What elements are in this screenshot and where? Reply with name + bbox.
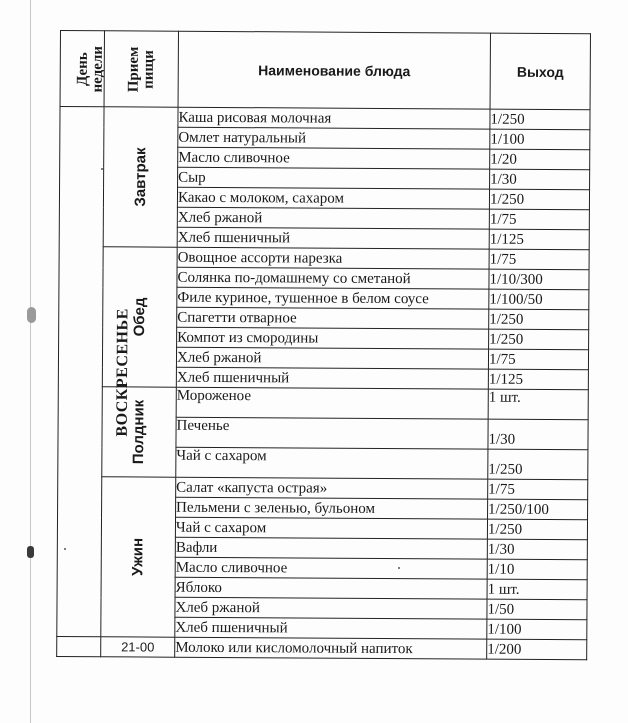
dish-output: 1/75	[489, 249, 589, 270]
dish-name: Чай с сахаром	[175, 517, 487, 539]
dish-output: 1/200	[487, 639, 587, 660]
dish-output: 1/250	[489, 329, 589, 350]
dish-output: 1/30	[490, 169, 590, 190]
meal-name: Ужин	[129, 537, 147, 576]
table-row	[58, 476, 588, 499]
dish-output: 1/75	[488, 349, 588, 370]
late-snack-time: 21-00	[101, 637, 175, 657]
day-name: ВОСКРЕСЕНЬЕ	[113, 307, 132, 437]
dish-name: Хлеб ржаной	[177, 207, 489, 229]
dish-output: 1/50	[487, 599, 587, 620]
dish-output: 1/20	[490, 149, 590, 170]
dish-output: 1/250	[487, 519, 587, 540]
dish-output: 1/250/100	[488, 499, 588, 520]
dish-name: Печенье	[176, 417, 488, 449]
blank-day-cell	[57, 636, 101, 656]
dish-name: Пельмени с зеленью, бульоном	[176, 497, 488, 519]
header-day-cell	[60, 31, 104, 107]
binding-mark	[27, 546, 34, 558]
menu-document	[56, 30, 590, 698]
dish-output: 1/100/50	[489, 289, 589, 310]
dish-name: Масло сливочное	[178, 147, 490, 169]
header-output: Выход	[490, 33, 590, 110]
dish-name: Мороженое	[176, 387, 488, 419]
dish-output: 1/250	[489, 309, 589, 330]
dish-name: Вафли	[175, 537, 487, 559]
meal-name: Обед	[131, 297, 149, 336]
header-dish: Наименование блюда	[178, 31, 490, 109]
dish-output: 1 шт.	[487, 579, 587, 600]
dish-output: 1/30	[487, 539, 587, 560]
dish-output: 1/10/300	[489, 269, 589, 290]
dish-name: Омлет натуральный	[178, 127, 490, 149]
dish-name: Хлеб пшеничный	[176, 367, 488, 389]
dish-output: 1/75	[488, 479, 588, 500]
dish-name: Овощное ассорти нарезка	[177, 247, 489, 269]
header-meal: Прием пищи	[125, 46, 157, 92]
menu-table	[56, 30, 591, 660]
dish-output: 1/75	[489, 209, 589, 230]
late-snack-row	[57, 636, 587, 659]
page-edge-line	[30, 0, 31, 723]
dish-name: Молоко или кисломолочный напиток	[175, 637, 487, 659]
table-header-row	[60, 31, 590, 110]
dish-output: 1/125	[488, 369, 588, 390]
dish-name: Каша рисовая молочная	[178, 107, 490, 129]
dish-name: Салат «капуста острая»	[176, 477, 488, 499]
header-meal-cell	[104, 31, 178, 107]
dish-output: 1 шт.	[488, 389, 588, 420]
dish-output: 1/250	[490, 109, 590, 130]
dish-name: Хлеб пшеничный	[177, 227, 489, 249]
dish-output: 1/250	[489, 189, 589, 210]
dish-name: Филе куриное, тушенное в белом соусе	[177, 287, 489, 309]
dish-name: Компот из смородины	[177, 327, 489, 349]
day-cell	[57, 107, 132, 637]
table-row	[59, 246, 589, 269]
dish-name: Сыр	[178, 167, 490, 189]
dish-name: Солянка по-домашнему со сметаной	[177, 267, 489, 289]
dish-name: Спагетти отварное	[177, 307, 489, 329]
dish-name: Яблоко	[175, 577, 487, 599]
meal-name: Полдник	[130, 399, 148, 464]
dish-name: Чай с сахаром	[176, 447, 488, 479]
dish-name: Масло сливочное	[175, 557, 487, 579]
dish-output: 1/125	[489, 229, 589, 250]
dish-name: Хлеб пшеничный	[175, 617, 487, 639]
dish-output: 1/10	[487, 559, 587, 580]
meal-name: Завтрак	[131, 146, 150, 207]
dish-name: Хлеб ржаной	[176, 347, 488, 369]
table-row	[60, 107, 590, 130]
dish-output: 1/30	[488, 419, 588, 450]
table-row	[58, 386, 588, 419]
binding-hole-mark	[27, 307, 36, 323]
dish-output: 1/250	[488, 449, 588, 480]
meal-cell-dinner	[101, 477, 176, 637]
dish-output: 1/100	[490, 129, 590, 150]
meal-cell-breakfast	[103, 107, 178, 247]
dish-output: 1/100	[487, 619, 587, 640]
header-day: День недели	[74, 45, 106, 92]
dish-name: Хлеб ржаной	[175, 597, 487, 619]
dish-name: Какао с молоком, сахаром	[177, 187, 489, 209]
